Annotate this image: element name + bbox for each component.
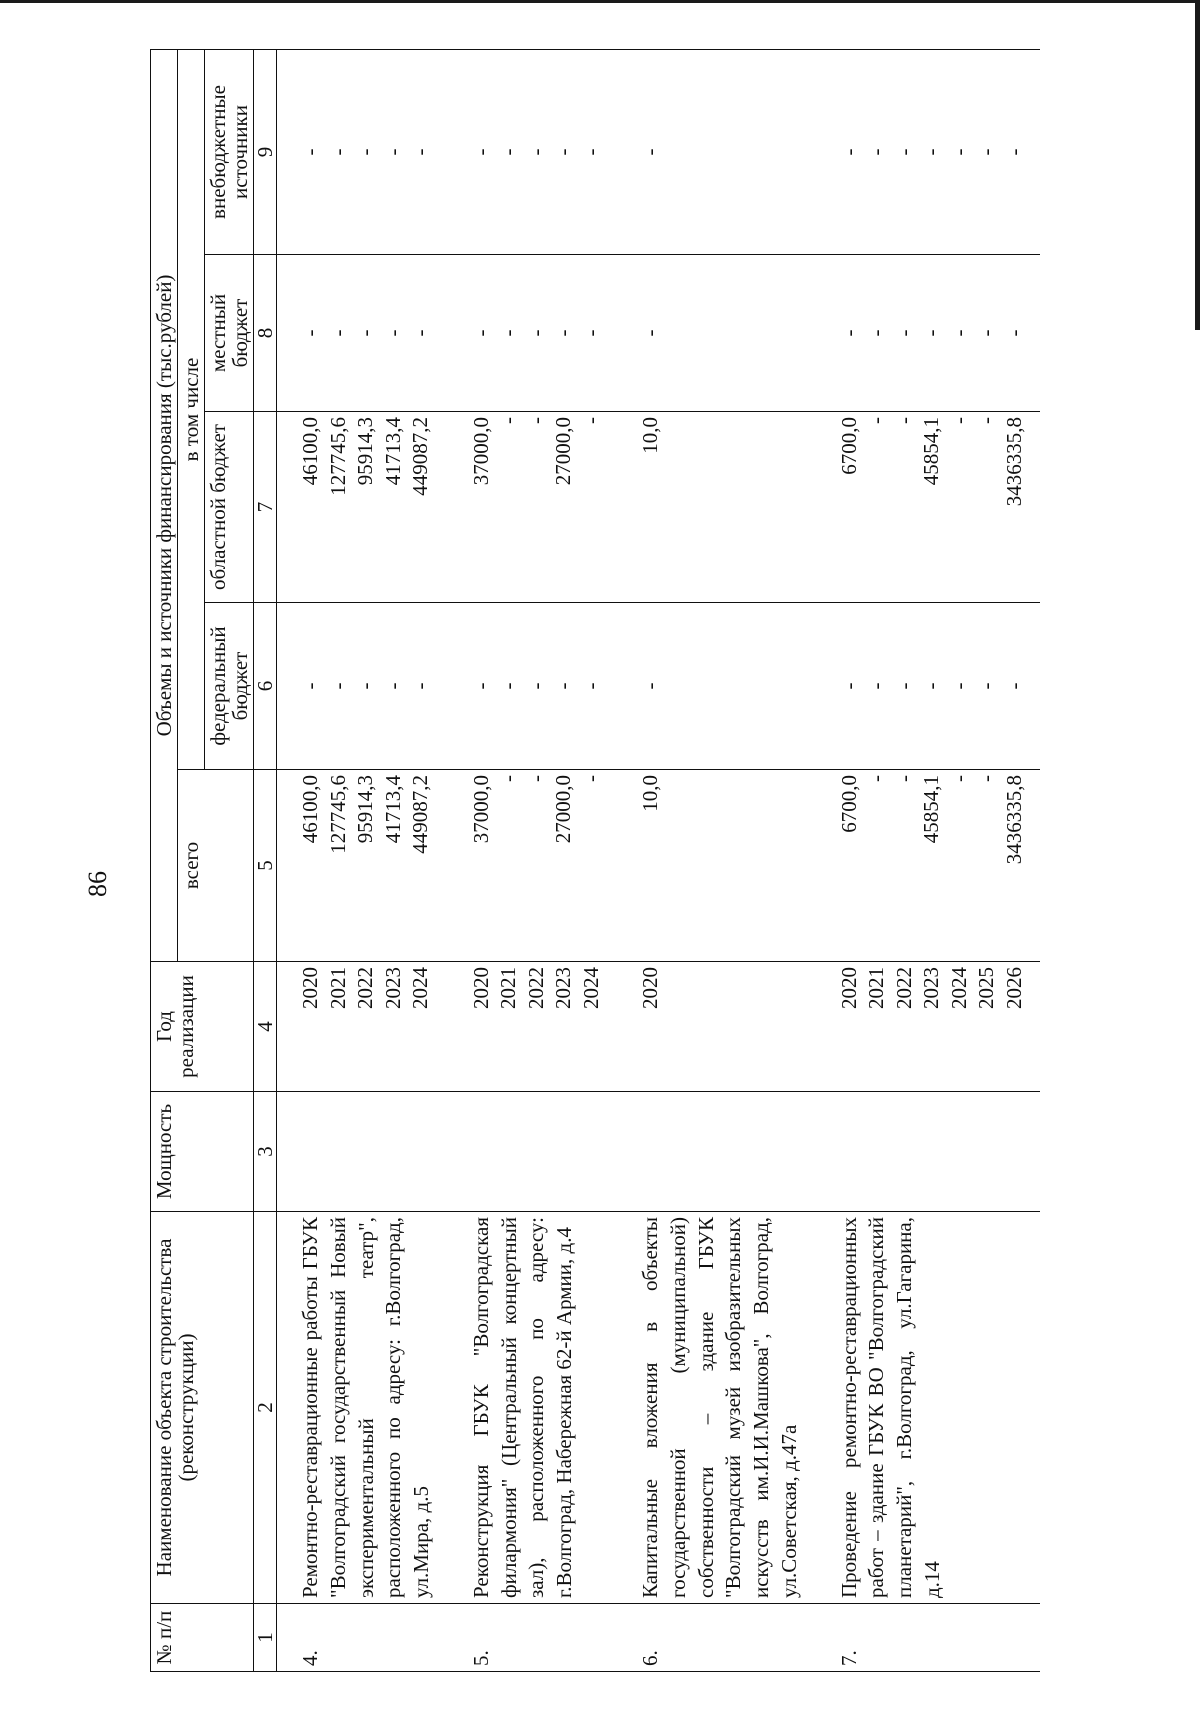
total-value: - bbox=[974, 775, 999, 782]
extrabudget-value: - bbox=[974, 148, 999, 156]
federal-value-cell bbox=[448, 603, 618, 770]
local-value: - bbox=[638, 329, 663, 337]
federal-value: - bbox=[353, 682, 378, 690]
total-value: - bbox=[891, 775, 916, 782]
total-value: 3436335,8 bbox=[1001, 775, 1026, 865]
column-number: 2 bbox=[254, 1212, 277, 1604]
year: 2020 bbox=[298, 967, 323, 1009]
total-value: 41713,4 bbox=[380, 775, 405, 844]
total-value: - bbox=[946, 775, 971, 782]
federal-value: - bbox=[578, 682, 603, 690]
federal-value: - bbox=[496, 682, 521, 690]
local-value: - bbox=[496, 329, 521, 337]
local-value-cell bbox=[277, 255, 448, 412]
year: 2022 bbox=[891, 967, 916, 1009]
row-number-cell: 4. bbox=[277, 1604, 448, 1672]
capacity-cell bbox=[277, 1092, 448, 1212]
extrabudget-value: - bbox=[864, 148, 889, 156]
table-row bbox=[277, 49, 448, 1671]
table-row bbox=[617, 49, 815, 1671]
column-number: 6 bbox=[254, 603, 277, 770]
extrabudget-value: - bbox=[946, 148, 971, 156]
local-value: - bbox=[946, 329, 971, 337]
column-numbers-row bbox=[254, 49, 277, 1671]
federal-value: - bbox=[974, 682, 999, 690]
total-value: 45854,1 bbox=[919, 775, 944, 844]
regional-value: - bbox=[891, 417, 916, 424]
header-financing: Объемы и источники финансирования (тыс.рублей) bbox=[151, 49, 178, 961]
table-header bbox=[151, 49, 277, 1671]
regional-value-cell bbox=[816, 412, 1041, 603]
year: 2021 bbox=[325, 967, 350, 1009]
financing-table bbox=[150, 49, 1040, 1672]
column-number: 1 bbox=[254, 1604, 277, 1672]
header-total: всего bbox=[178, 770, 254, 962]
regional-value: - bbox=[496, 417, 521, 424]
column-number: 4 bbox=[254, 962, 277, 1092]
total-value-cell bbox=[617, 770, 815, 962]
extrabudget-value: - bbox=[408, 148, 433, 156]
regional-value: - bbox=[946, 417, 971, 424]
federal-value: - bbox=[919, 682, 944, 690]
year: 2024 bbox=[408, 967, 433, 1009]
regional-value-cell bbox=[277, 412, 448, 603]
year: 2023 bbox=[380, 967, 405, 1009]
year-cell bbox=[448, 962, 618, 1092]
header-local: местный бюджет bbox=[205, 255, 254, 412]
table-row bbox=[448, 49, 618, 1671]
extrabudget-value-cell bbox=[617, 49, 815, 254]
regional-value: 449087,2 bbox=[408, 417, 433, 496]
local-value: - bbox=[919, 329, 944, 337]
object-name-cell: Проведение ремонтно-реставрационных работ – здание ГБУК ВО "Волгоградский планетарий", г.Волгоград, ул.Гагарина, д.14 bbox=[816, 1212, 1041, 1604]
regional-value: 10,0 bbox=[638, 417, 663, 454]
extrabudget-value: - bbox=[551, 148, 576, 156]
year: 2021 bbox=[864, 967, 889, 1009]
total-value: 127745,6 bbox=[325, 775, 350, 854]
local-value: - bbox=[408, 329, 433, 337]
extrabudget-value: - bbox=[380, 148, 405, 156]
extrabudget-value-cell bbox=[448, 49, 618, 254]
extrabudget-value: - bbox=[638, 148, 663, 156]
local-value: - bbox=[298, 329, 323, 337]
local-value: - bbox=[551, 329, 576, 337]
federal-value-cell bbox=[617, 603, 815, 770]
capacity-cell bbox=[816, 1092, 1041, 1212]
year: 2021 bbox=[496, 967, 521, 1009]
total-value-cell bbox=[277, 770, 448, 962]
federal-value-cell bbox=[277, 603, 448, 770]
federal-value: - bbox=[468, 682, 493, 690]
header-name: Наименование объекта строительства (реконструкции) bbox=[151, 1212, 254, 1604]
column-number: 7 bbox=[254, 412, 277, 603]
year: 2020 bbox=[638, 967, 663, 1009]
header-extrabudget: внебюджетные источники bbox=[205, 49, 254, 254]
total-value: 10,0 bbox=[638, 775, 663, 812]
capacity-cell bbox=[617, 1092, 815, 1212]
total-value-cell bbox=[816, 770, 1041, 962]
regional-value: - bbox=[864, 417, 889, 424]
year-cell bbox=[617, 962, 815, 1092]
year-cell bbox=[277, 962, 448, 1092]
column-number: 3 bbox=[254, 1092, 277, 1212]
object-name-cell: Ремонтно-реставрационные работы ГБУК "Волгоградский государственный Новый экспериментальный театр", расположенного по адресу: г.Волгоград, ул.Мира, д.5 bbox=[277, 1212, 448, 1604]
capacity-cell bbox=[448, 1092, 618, 1212]
local-value: - bbox=[578, 329, 603, 337]
total-value: - bbox=[578, 775, 603, 782]
regional-value: 41713,4 bbox=[380, 417, 405, 486]
total-value: - bbox=[864, 775, 889, 782]
header-federal: федеральный бюджет bbox=[205, 603, 254, 770]
total-value: - bbox=[496, 775, 521, 782]
federal-value: - bbox=[325, 682, 350, 690]
local-value: - bbox=[891, 329, 916, 337]
regional-value: - bbox=[974, 417, 999, 424]
regional-value: - bbox=[523, 417, 548, 424]
extrabudget-value: - bbox=[298, 148, 323, 156]
extrabudget-value: - bbox=[353, 148, 378, 156]
local-value: - bbox=[325, 329, 350, 337]
extrabudget-value: - bbox=[919, 148, 944, 156]
regional-value: 37000,0 bbox=[468, 417, 493, 486]
total-value-cell bbox=[448, 770, 618, 962]
year: 2022 bbox=[523, 967, 548, 1009]
federal-value: - bbox=[864, 682, 889, 690]
local-value: - bbox=[380, 329, 405, 337]
total-value: 449087,2 bbox=[408, 775, 433, 854]
extrabudget-value: - bbox=[325, 148, 350, 156]
regional-value-cell bbox=[448, 412, 618, 603]
total-value: 6700,0 bbox=[836, 775, 861, 833]
federal-value-cell bbox=[816, 603, 1041, 770]
federal-value: - bbox=[836, 682, 861, 690]
year: 2026 bbox=[1001, 967, 1026, 1009]
federal-value: - bbox=[551, 682, 576, 690]
header-num: № п/п bbox=[151, 1604, 254, 1672]
header-capacity: Мощность bbox=[151, 1092, 254, 1212]
federal-value: - bbox=[1001, 682, 1026, 690]
column-number: 9 bbox=[254, 49, 277, 254]
extrabudget-value: - bbox=[891, 148, 916, 156]
year: 2023 bbox=[551, 967, 576, 1009]
federal-value: - bbox=[523, 682, 548, 690]
extrabudget-value-cell bbox=[277, 49, 448, 254]
extrabudget-value: - bbox=[523, 148, 548, 156]
local-value: - bbox=[523, 329, 548, 337]
regional-value: 45854,1 bbox=[919, 417, 944, 486]
total-value: 46100,0 bbox=[298, 775, 323, 844]
year-cell bbox=[816, 962, 1041, 1092]
year: 2024 bbox=[946, 967, 971, 1009]
row-number-cell: 7. bbox=[816, 1604, 1041, 1672]
table-body bbox=[277, 49, 1040, 1671]
federal-value: - bbox=[380, 682, 405, 690]
extrabudget-value: - bbox=[836, 148, 861, 156]
header-year: Год реализации bbox=[151, 962, 254, 1092]
extrabudget-value: - bbox=[578, 148, 603, 156]
year: 2020 bbox=[468, 967, 493, 1009]
regional-value: - bbox=[578, 417, 603, 424]
year: 2024 bbox=[578, 967, 603, 1009]
object-name-cell: Реконструкция ГБУК "Волгоградская филармония" (Центральный концертный зал), расположенного по адресу: г.Волгоград, Набережная 62-й Армии, д.4 bbox=[448, 1212, 618, 1604]
federal-value: - bbox=[946, 682, 971, 690]
extrabudget-value: - bbox=[496, 148, 521, 156]
year: 2023 bbox=[919, 967, 944, 1009]
header-including: в том числе bbox=[178, 49, 205, 769]
local-value-cell bbox=[448, 255, 618, 412]
local-value: - bbox=[468, 329, 493, 337]
local-value: - bbox=[353, 329, 378, 337]
header-regional: областной бюджет bbox=[205, 412, 254, 603]
column-number: 5 bbox=[254, 770, 277, 962]
extrabudget-value-cell bbox=[816, 49, 1041, 254]
regional-value: 27000,0 bbox=[551, 417, 576, 486]
federal-value: - bbox=[891, 682, 916, 690]
local-value: - bbox=[1001, 329, 1026, 337]
local-value: - bbox=[836, 329, 861, 337]
local-value-cell bbox=[617, 255, 815, 412]
regional-value-cell bbox=[617, 412, 815, 603]
total-value: - bbox=[523, 775, 548, 782]
total-value: 27000,0 bbox=[551, 775, 576, 844]
extrabudget-value: - bbox=[468, 148, 493, 156]
local-value-cell bbox=[816, 255, 1041, 412]
total-value: 95914,3 bbox=[353, 775, 378, 844]
local-value: - bbox=[974, 329, 999, 337]
federal-value: - bbox=[298, 682, 323, 690]
column-number: 8 bbox=[254, 255, 277, 412]
year: 2020 bbox=[836, 967, 861, 1009]
table-row bbox=[816, 49, 1041, 1671]
regional-value: 6700,0 bbox=[836, 417, 861, 475]
local-value: - bbox=[864, 329, 889, 337]
regional-value: 95914,3 bbox=[353, 417, 378, 486]
federal-value: - bbox=[408, 682, 433, 690]
row-number-cell: 6. bbox=[617, 1604, 815, 1672]
year: 2025 bbox=[974, 967, 999, 1009]
total-value: 37000,0 bbox=[468, 775, 493, 844]
page-number: 86 bbox=[83, 871, 112, 897]
regional-value: 127745,6 bbox=[325, 417, 350, 496]
row-number-cell: 5. bbox=[448, 1604, 618, 1672]
object-name-cell: Капитальные вложения в объекты государственной (муниципальной) собственности – здание ГБУК "Волгоградский музей изобразительных искусств им.И.И.Машкова", Волгоград, ул.Советская, д.47а bbox=[617, 1212, 815, 1604]
extrabudget-value: - bbox=[1001, 148, 1026, 156]
federal-value: - bbox=[638, 682, 663, 690]
regional-value: 3436335,8 bbox=[1001, 417, 1026, 507]
regional-value: 46100,0 bbox=[298, 417, 323, 486]
year: 2022 bbox=[353, 967, 378, 1009]
